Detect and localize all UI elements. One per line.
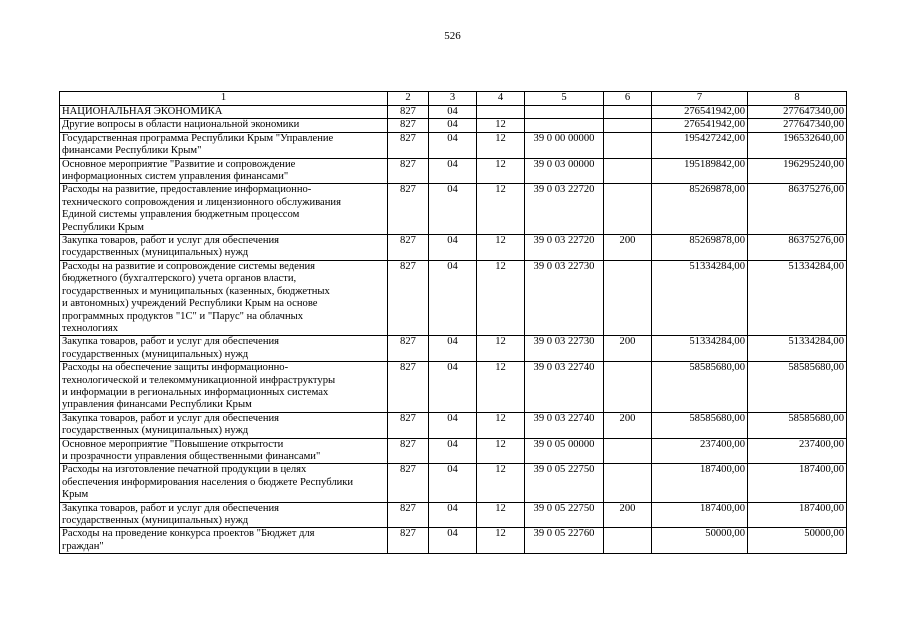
row-target-article xyxy=(525,106,604,119)
row-section: 04 xyxy=(429,106,477,119)
row-section: 04 xyxy=(429,184,477,235)
row-section: 04 xyxy=(429,119,477,132)
row-target-article: 39 0 03 22740 xyxy=(525,362,604,413)
row-amount-year1: 58585680,00 xyxy=(652,362,748,413)
table-row xyxy=(60,184,847,235)
row-expense-type xyxy=(604,260,652,335)
column-header: 5 xyxy=(525,92,604,106)
row-subsection: 12 xyxy=(477,119,525,132)
row-expense-type xyxy=(604,184,652,235)
row-amount-year1: 187400,00 xyxy=(652,502,748,528)
table-row xyxy=(60,235,847,261)
row-expense-type: 200 xyxy=(604,336,652,362)
row-target-article: 39 0 03 22740 xyxy=(525,412,604,438)
table-row xyxy=(60,412,847,438)
page-number: 526 xyxy=(444,30,461,42)
row-target-article: 39 0 03 22720 xyxy=(525,184,604,235)
row-section: 04 xyxy=(429,158,477,184)
row-subsection: 12 xyxy=(477,438,525,464)
row-section: 04 xyxy=(429,528,477,554)
row-subsection: 12 xyxy=(477,412,525,438)
row-expense-type xyxy=(604,362,652,413)
table-row xyxy=(60,119,847,132)
table-row xyxy=(60,158,847,184)
row-amount-year1: 51334284,00 xyxy=(652,336,748,362)
row-target-article: 39 0 05 22750 xyxy=(525,502,604,528)
row-expense-type xyxy=(604,438,652,464)
row-amount-year2: 237400,00 xyxy=(748,438,847,464)
row-section: 04 xyxy=(429,260,477,335)
row-name: Расходы на развитие, предоставление информационно- технического сопровождения и лицензионного обслуживания Единой системы управления бюджетным процессом Республики Крым xyxy=(60,184,388,235)
row-subsection: 12 xyxy=(477,464,525,502)
row-amount-year1: 85269878,00 xyxy=(652,235,748,261)
row-name: Расходы на изготовление печатной продукции в целях обеспечения информирования населения о бюджете Республики Крым xyxy=(60,464,388,502)
row-target-article: 39 0 03 22730 xyxy=(525,336,604,362)
row-expense-type xyxy=(604,464,652,502)
row-name: Расходы на развитие и сопровождение системы ведения бюджетного (бухгалтерского) учета органов власти, государственных и муниципальных (казенных, бюджетных и автономных) учреждений Республики Крым на основе программных продуктов "1С" и "Парус" на облачных технологиях xyxy=(60,260,388,335)
row-expense-type: 200 xyxy=(604,502,652,528)
row-amount-year2: 51334284,00 xyxy=(748,260,847,335)
row-amount-year1: 187400,00 xyxy=(652,464,748,502)
row-ministry-code: 827 xyxy=(388,362,429,413)
column-header: 2 xyxy=(388,92,429,106)
row-expense-type xyxy=(604,158,652,184)
row-expense-type xyxy=(604,132,652,158)
row-name: Закупка товаров, работ и услуг для обеспечения государственных (муниципальных) нужд xyxy=(60,502,388,528)
row-name: Государственная программа Республики Крым "Управление финансами Республики Крым" xyxy=(60,132,388,158)
row-expense-type xyxy=(604,106,652,119)
row-ministry-code: 827 xyxy=(388,502,429,528)
row-name: Другие вопросы в области национальной экономики xyxy=(60,119,388,132)
row-ministry-code: 827 xyxy=(388,106,429,119)
column-header: 6 xyxy=(604,92,652,106)
row-name: Расходы на проведение конкурса проектов "Бюджет для граждан" xyxy=(60,528,388,554)
row-ministry-code: 827 xyxy=(388,336,429,362)
budget-table xyxy=(59,91,847,554)
column-header: 1 xyxy=(60,92,388,106)
row-target-article: 39 0 05 22760 xyxy=(525,528,604,554)
row-name: НАЦИОНАЛЬНАЯ ЭКОНОМИКА xyxy=(60,106,388,119)
row-name: Основное мероприятие "Развитие и сопровождение информационных систем управления финансами" xyxy=(60,158,388,184)
row-ministry-code: 827 xyxy=(388,528,429,554)
row-target-article: 39 0 03 22730 xyxy=(525,260,604,335)
row-subsection: 12 xyxy=(477,336,525,362)
row-amount-year2: 58585680,00 xyxy=(748,412,847,438)
row-section: 04 xyxy=(429,412,477,438)
row-amount-year1: 276541942,00 xyxy=(652,119,748,132)
row-section: 04 xyxy=(429,502,477,528)
row-expense-type xyxy=(604,528,652,554)
row-subsection: 12 xyxy=(477,235,525,261)
row-target-article: 39 0 03 00000 xyxy=(525,158,604,184)
row-target-article: 39 0 05 00000 xyxy=(525,438,604,464)
row-section: 04 xyxy=(429,362,477,413)
row-amount-year1: 51334284,00 xyxy=(652,260,748,335)
row-ministry-code: 827 xyxy=(388,132,429,158)
row-amount-year1: 195427242,00 xyxy=(652,132,748,158)
row-name: Закупка товаров, работ и услуг для обеспечения государственных (муниципальных) нужд xyxy=(60,412,388,438)
row-section: 04 xyxy=(429,132,477,158)
row-amount-year2: 51334284,00 xyxy=(748,336,847,362)
row-subsection: 12 xyxy=(477,132,525,158)
table-row xyxy=(60,362,847,413)
row-amount-year2: 277647340,00 xyxy=(748,106,847,119)
row-ministry-code: 827 xyxy=(388,438,429,464)
table-row xyxy=(60,438,847,464)
row-subsection: 12 xyxy=(477,528,525,554)
row-ministry-code: 827 xyxy=(388,158,429,184)
row-expense-type: 200 xyxy=(604,412,652,438)
row-ministry-code: 827 xyxy=(388,412,429,438)
row-subsection: 12 xyxy=(477,502,525,528)
column-header: 7 xyxy=(652,92,748,106)
column-header: 4 xyxy=(477,92,525,106)
row-expense-type xyxy=(604,119,652,132)
column-header: 8 xyxy=(748,92,847,106)
row-subsection: 12 xyxy=(477,184,525,235)
row-subsection xyxy=(477,106,525,119)
row-name: Закупка товаров, работ и услуг для обеспечения государственных (муниципальных) нужд xyxy=(60,336,388,362)
row-amount-year1: 237400,00 xyxy=(652,438,748,464)
row-amount-year1: 85269878,00 xyxy=(652,184,748,235)
row-section: 04 xyxy=(429,464,477,502)
row-amount-year2: 277647340,00 xyxy=(748,119,847,132)
row-ministry-code: 827 xyxy=(388,184,429,235)
row-amount-year2: 58585680,00 xyxy=(748,362,847,413)
row-amount-year2: 86375276,00 xyxy=(748,184,847,235)
row-amount-year2: 196295240,00 xyxy=(748,158,847,184)
row-amount-year2: 50000,00 xyxy=(748,528,847,554)
row-section: 04 xyxy=(429,235,477,261)
row-ministry-code: 827 xyxy=(388,260,429,335)
row-amount-year2: 187400,00 xyxy=(748,464,847,502)
row-amount-year1: 195189842,00 xyxy=(652,158,748,184)
row-section: 04 xyxy=(429,336,477,362)
table-row xyxy=(60,336,847,362)
row-amount-year2: 196532640,00 xyxy=(748,132,847,158)
row-amount-year2: 187400,00 xyxy=(748,502,847,528)
table-row xyxy=(60,464,847,502)
table-row xyxy=(60,260,847,335)
row-target-article: 39 0 05 22750 xyxy=(525,464,604,502)
row-section: 04 xyxy=(429,438,477,464)
row-amount-year1: 50000,00 xyxy=(652,528,748,554)
table-row xyxy=(60,106,847,119)
row-target-article: 39 0 03 22720 xyxy=(525,235,604,261)
row-name: Основное мероприятие "Повышение открытости и прозрачности управления общественными финансами" xyxy=(60,438,388,464)
row-target-article: 39 0 00 00000 xyxy=(525,132,604,158)
row-subsection: 12 xyxy=(477,260,525,335)
table-header-row xyxy=(60,92,847,106)
table-row xyxy=(60,528,847,554)
row-subsection: 12 xyxy=(477,362,525,413)
column-header: 3 xyxy=(429,92,477,106)
row-amount-year2: 86375276,00 xyxy=(748,235,847,261)
row-name: Расходы на обеспечение защиты информационно- технологической и телекоммуникационной инфраструктуры и информации в региональных информационных системах управления финансами Республики Крым xyxy=(60,362,388,413)
row-ministry-code: 827 xyxy=(388,119,429,132)
table-row xyxy=(60,502,847,528)
row-amount-year1: 276541942,00 xyxy=(652,106,748,119)
row-ministry-code: 827 xyxy=(388,464,429,502)
row-target-article xyxy=(525,119,604,132)
row-expense-type: 200 xyxy=(604,235,652,261)
table-row xyxy=(60,132,847,158)
row-subsection: 12 xyxy=(477,158,525,184)
row-ministry-code: 827 xyxy=(388,235,429,261)
row-amount-year1: 58585680,00 xyxy=(652,412,748,438)
row-name: Закупка товаров, работ и услуг для обеспечения государственных (муниципальных) нужд xyxy=(60,235,388,261)
